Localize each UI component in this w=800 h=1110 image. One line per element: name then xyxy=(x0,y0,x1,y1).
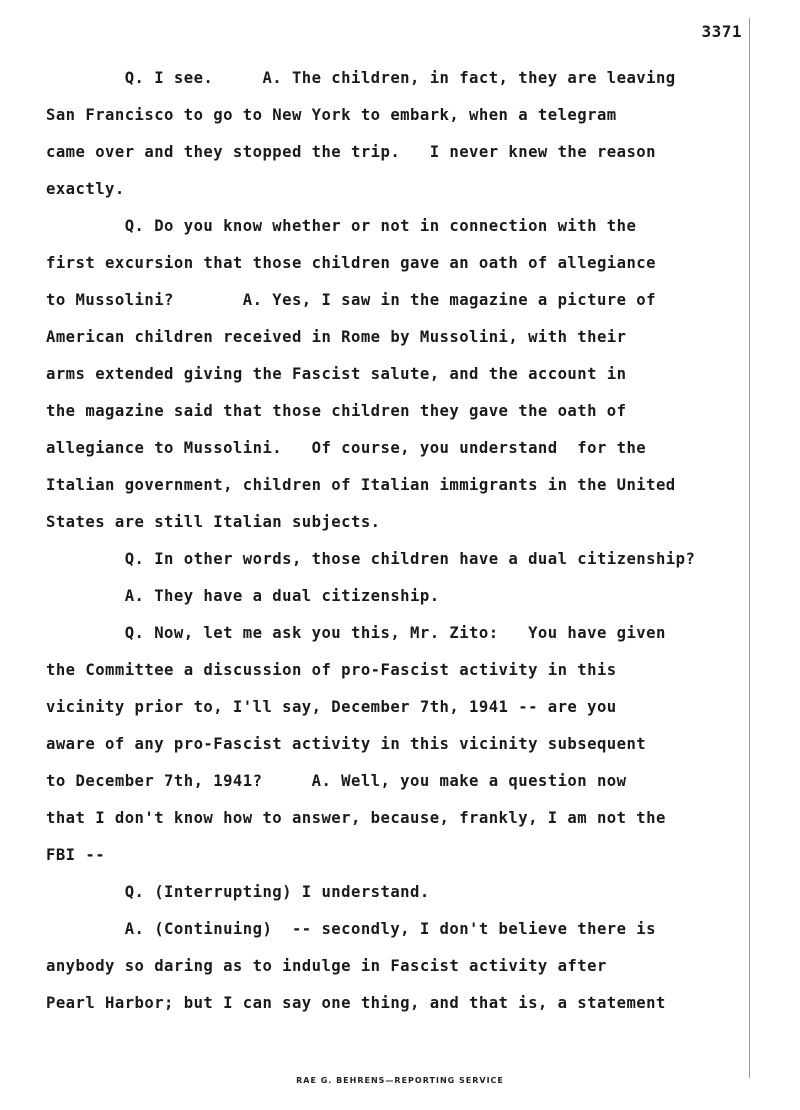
transcript-line: Italian government, children of Italian immigrants in the United xyxy=(46,476,676,494)
transcript-line: to Mussolini? A. Yes, I saw in the magazine a picture of xyxy=(46,291,656,309)
transcript-line: Q. (Interrupting) I understand. xyxy=(46,883,430,901)
transcript-line: came over and they stopped the trip. I never knew the reason xyxy=(46,143,656,161)
transcript-line: Pearl Harbor; but I can say one thing, and that is, a statement xyxy=(46,994,666,1012)
transcript-line: A. They have a dual citizenship. xyxy=(46,587,440,605)
transcript-line: arms extended giving the Fascist salute, and the account in xyxy=(46,365,627,383)
transcript-line: A. (Continuing) -- secondly, I don't believe there is xyxy=(46,920,656,938)
transcript-line: anybody so daring as to indulge in Fascist activity after xyxy=(46,957,607,975)
transcript-body xyxy=(46,60,746,1022)
transcript-line: that I don't know how to answer, because, frankly, I am not the xyxy=(46,809,666,827)
transcript-line: American children received in Rome by Mussolini, with their xyxy=(46,328,627,346)
page-number: 3371 xyxy=(701,22,742,41)
transcript-line: the Committee a discussion of pro-Fascist activity in this xyxy=(46,661,617,679)
transcript-line: Q. In other words, those children have a dual citizenship? xyxy=(46,550,696,568)
transcript-line: allegiance to Mussolini. Of course, you understand for the xyxy=(46,439,647,457)
transcript-line: vicinity prior to, I'll say, December 7th, 1941 -- are you xyxy=(46,698,617,716)
transcript-line: Q. Now, let me ask you this, Mr. Zito: You have given xyxy=(46,624,666,642)
transcript-line: exactly. xyxy=(46,180,125,198)
transcript-line: the magazine said that those children they gave the oath of xyxy=(46,402,627,420)
transcript-line: States are still Italian subjects. xyxy=(46,513,381,531)
transcript-line: to December 7th, 1941? A. Well, you make a question now xyxy=(46,772,627,790)
transcript-line: Q. I see. A. The children, in fact, they are leaving xyxy=(46,69,676,87)
reporting-service-footer: RAE G. BEHRENS—REPORTING SERVICE xyxy=(296,1076,504,1085)
transcript-line: San Francisco to go to New York to embark, when a telegram xyxy=(46,106,617,124)
transcript-line: aware of any pro-Fascist activity in this vicinity subsequent xyxy=(46,735,647,753)
transcript-line: FBI -- xyxy=(46,846,106,864)
right-margin-rule xyxy=(749,18,750,1078)
transcript-line: Q. Do you know whether or not in connection with the xyxy=(46,217,637,235)
transcript-line: first excursion that those children gave an oath of allegiance xyxy=(46,254,656,272)
